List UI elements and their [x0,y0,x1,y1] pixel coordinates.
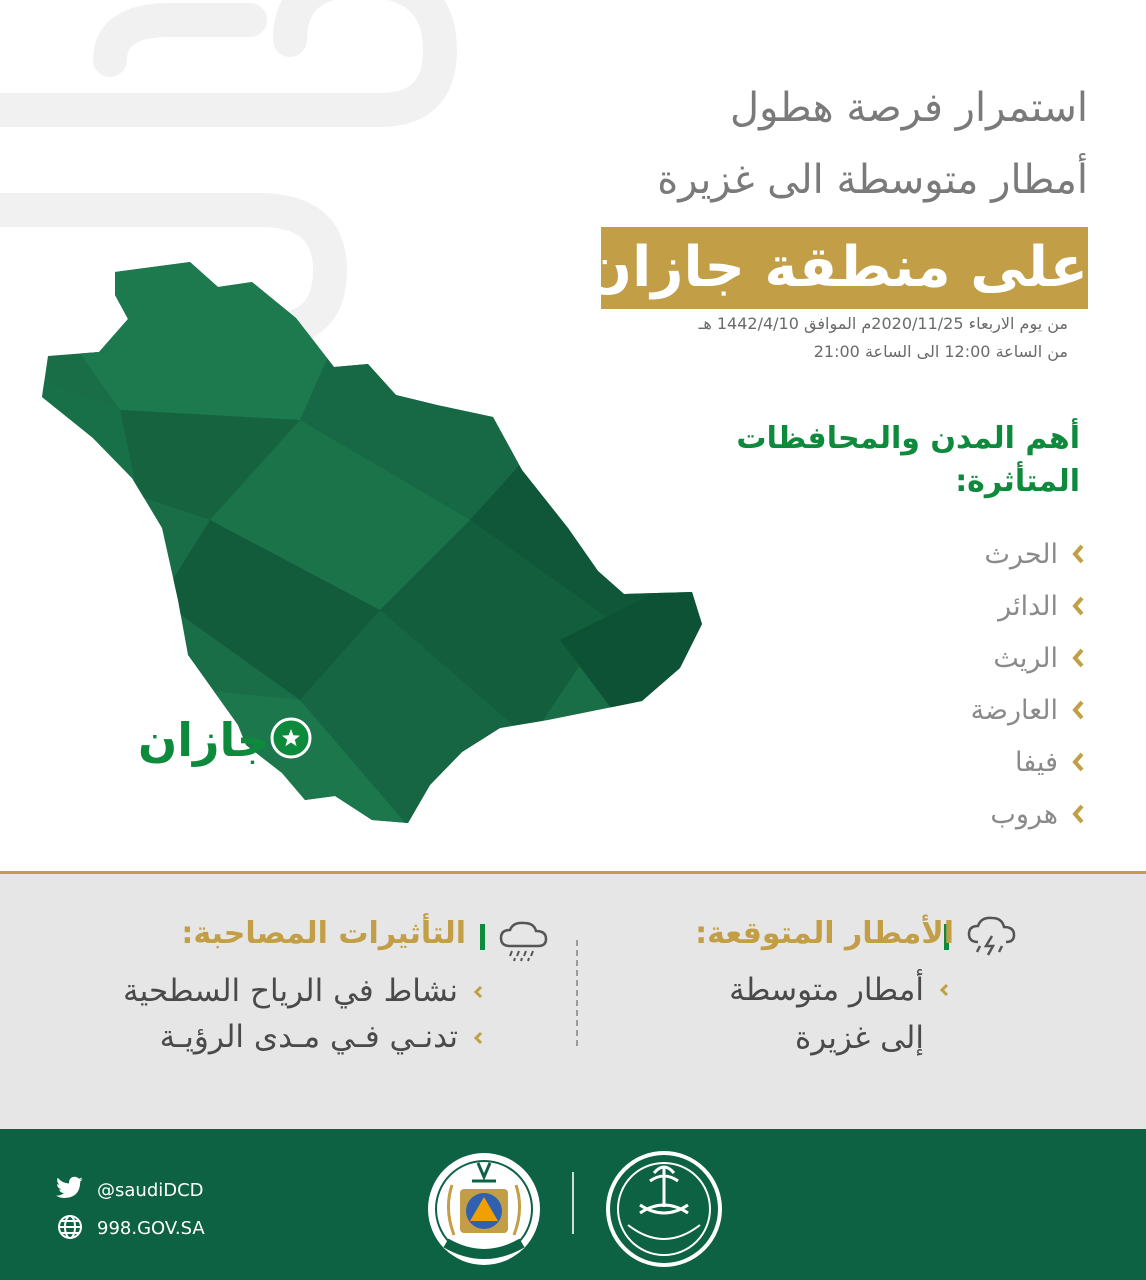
date-text: من يوم الاربعاء 2020/11/25م الموافق 1442/4/10 هـ [698,314,1068,333]
effect-item: نشاط في الرياح السطحية [123,973,458,1009]
thunder-cloud-icon [966,914,1018,956]
chevron-icon [1072,544,1084,564]
chevron-icon [1072,700,1084,720]
expected-rain-line-2: إلى غزيرة [794,1020,924,1056]
list-item [824,788,1084,840]
list-item [824,528,1084,580]
ministry-of-interior-emblem [604,1147,724,1267]
saudi-arabia-map [0,240,720,840]
footer-divider [572,1172,574,1234]
city-name: الحرث [984,538,1058,570]
affected-cities-title: أهم المدن والمحافظات المتأثرة: [736,421,1080,499]
chevron-icon [474,985,483,999]
globe-icon[interactable] [57,1214,83,1240]
city-name: الدائر [998,590,1058,622]
time-range-text: من الساعة 12:00 الى الساعة 21:00 [813,342,1068,361]
section-marker [480,924,485,950]
city-name: الريث [993,642,1058,674]
city-name: فيفا [1015,746,1058,778]
expected-rain-title: الأمطار المتوقعة: [695,916,954,951]
region-banner: على منطقة جازان [601,227,1088,309]
website-link[interactable]: 998.GOV.SA [97,1218,205,1239]
city-name: العارضة [970,694,1058,726]
twitter-icon[interactable] [56,1176,84,1200]
list-item [824,684,1084,736]
list-item [824,736,1084,788]
chevron-icon [474,1031,483,1045]
headline-line-1: استمرار فرصة هطول [730,85,1088,131]
chevron-icon [1072,804,1084,824]
civil-defense-emblem [424,1147,544,1267]
chevron-icon [1072,752,1084,772]
chevron-icon [1072,596,1084,616]
jazan-map-label: جازان [138,713,270,767]
rain-cloud-icon [498,920,550,962]
divider [576,940,578,1046]
affected-cities-list [824,528,1084,840]
twitter-handle[interactable]: @saudiDCD [97,1180,204,1201]
chevron-icon [940,983,949,997]
list-item [824,580,1084,632]
effect-item: تدنـي فـي مـدى الرؤيـة [159,1019,458,1055]
effects-title: التأثيرات المصاحبة: [181,916,466,951]
city-name: هروب [990,798,1058,830]
list-item [824,632,1084,684]
chevron-icon [1072,648,1084,668]
expected-rain-line-1: أمطار متوسطة [729,972,924,1008]
headline-line-2: أمطار متوسطة الى غزيرة [657,157,1088,203]
